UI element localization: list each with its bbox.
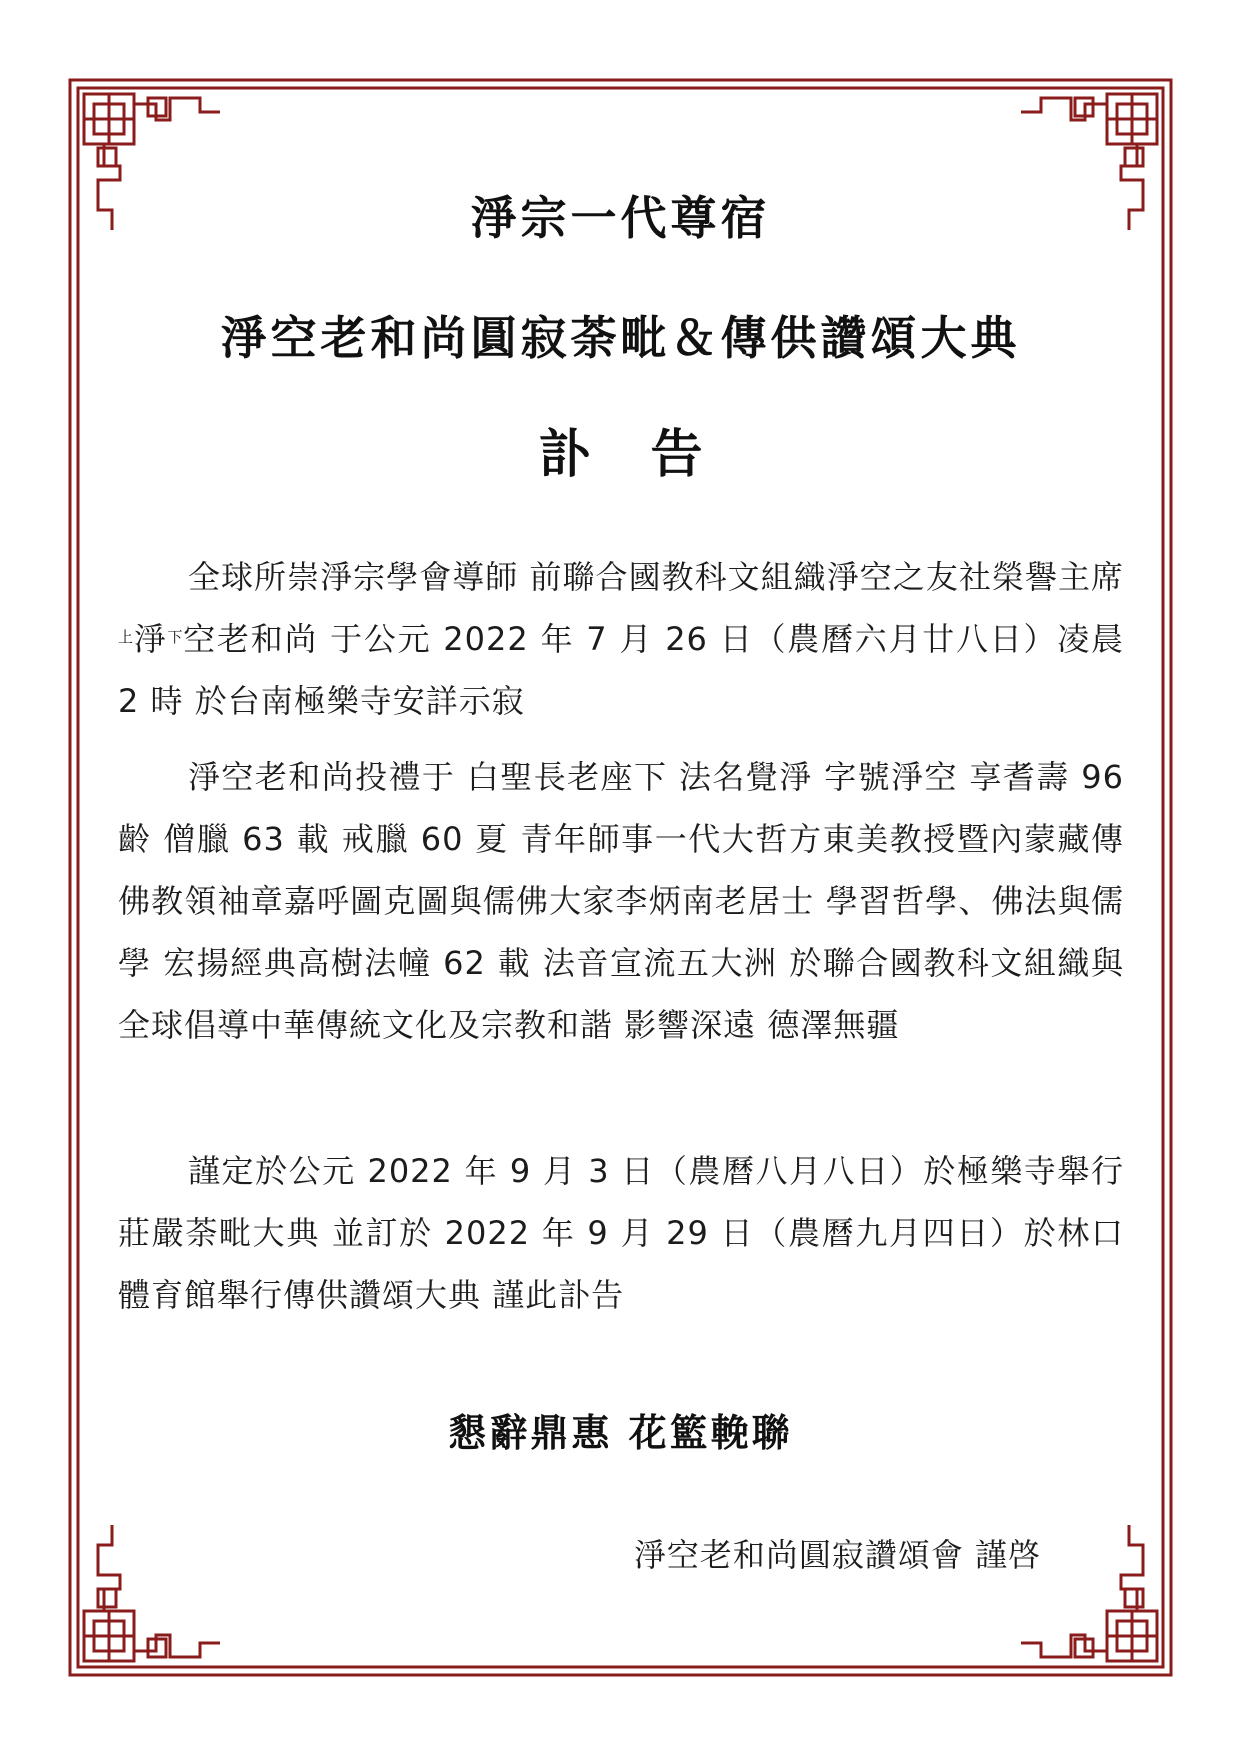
paragraph-announcement	[118, 546, 1124, 732]
paragraph-biography: 淨空老和尚投禮于 白聖長老座下 法名覺淨 字號淨空 享耆壽 96 齡 僧臘 63 載 戒臘 60 夏 青年師事一代大哲方東美教授暨內蒙藏傳佛教領袖章嘉呼圖克圖與儒佛大家李炳南老居士 學習哲學、佛法與儒學 宏揚經典高樹法幢 62 載 法音宣流五大洲 於聯合國教科文組織與全球倡導中華傳統文化及宗教和諧 影響深遠 德澤無疆	[118, 758, 1124, 1044]
title-line-1: 淨宗一代尊宿	[470, 191, 771, 245]
para1-name-char: 淨	[133, 620, 168, 658]
para1-sub-mark: 下	[167, 628, 184, 646]
title-line-2: 淨空老和尚圓寂荼毗＆傳供讚頌大典	[220, 311, 1021, 365]
paragraph-ceremony-schedule: 謹定於公元 2022 年 9 月 3 日（農曆八月八日）於極樂寺舉行莊嚴荼毗大典 並訂於 2022 年 9 月 29 日（農曆九月四日）於林口體育館舉行傳供讚頌大典 謹此訃告	[118, 1152, 1124, 1314]
decline-gifts-notice: 懇辭鼎惠 花籃輓聯	[448, 1411, 793, 1455]
para1-text-b: 空老和尚 于公元 2022 年 7 月 26 日（農曆六月廿八日）凌晨 2 時 於台南極樂寺安詳示寂	[118, 620, 1124, 720]
title-obituary: 訃告	[538, 425, 763, 485]
para1-sup-mark: 上	[118, 628, 134, 646]
para1-text-a: 全球所崇淨宗學會導師 前聯合國教科文組織淨空之友社榮譽主席	[188, 558, 1124, 596]
signature: 淨空老和尚圓寂讚頌會 謹啓	[633, 1536, 1041, 1574]
